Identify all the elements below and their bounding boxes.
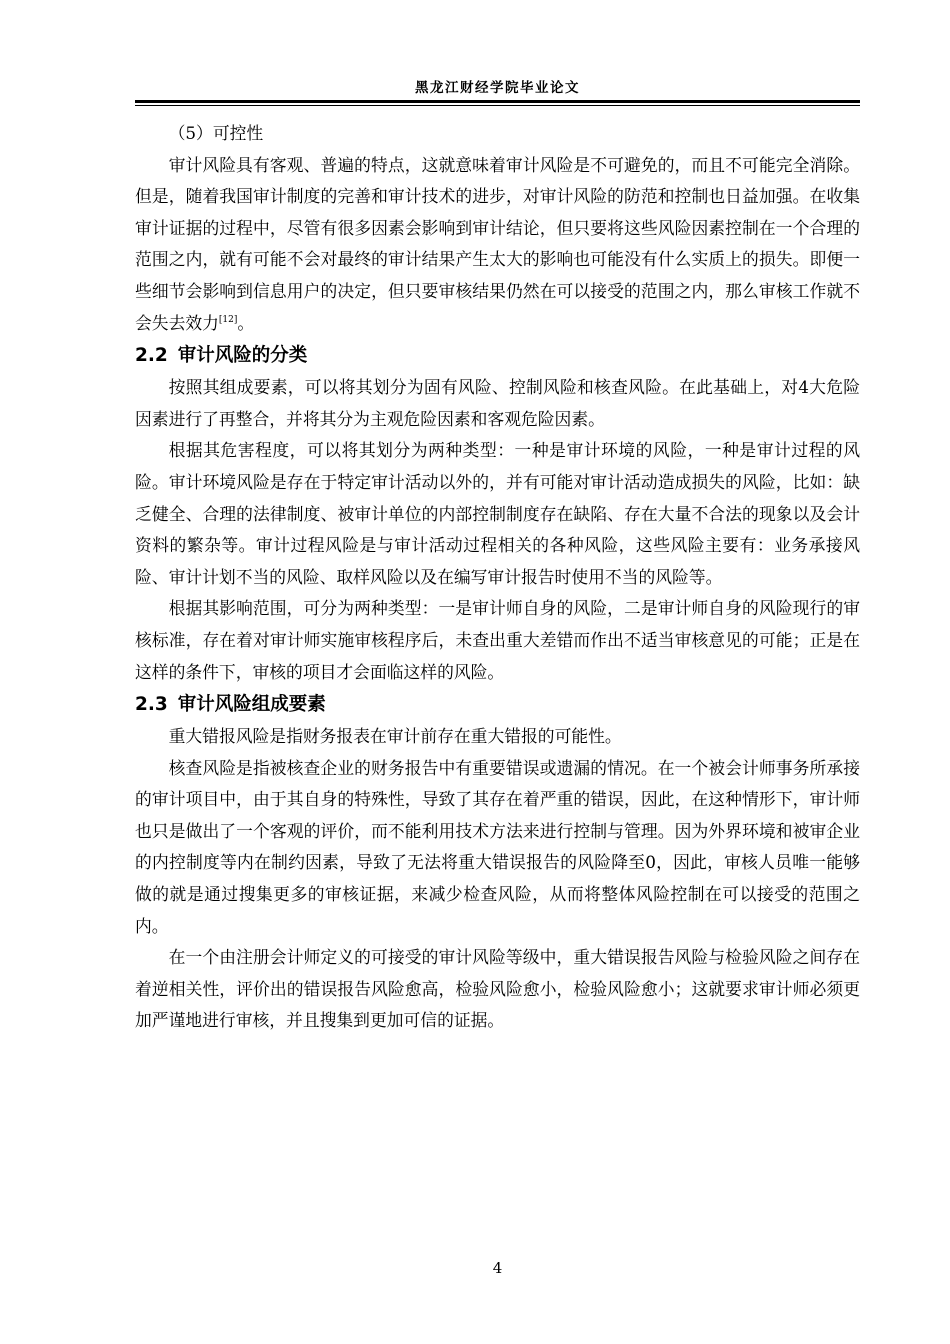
citation-marker: [12] [218,314,238,325]
paragraph-controllability-text: 审计风险具有客观、普遍的特点，这就意味着审计风险是不可避免的，而且不可能完全消除。但是，随着我国审计制度的完善和审计技术的进步，对审计风险的防范和控制也日益加强。在收集审计证据的过程中，尽管有很多因素会影响到审计结论，但只要将这些风险因素控制在一个合理的范围之内，就有可能不会对最终的审计结果产生太大的影响也可能没有什么实质上的损失。即便一些细节会影响到信息用户的决定，但只要审核结果仍然在可以接受的范围之内，那么审核工作就不会失去效力 [135,154,860,333]
page-number: 4 [492,1259,503,1277]
page-body [135,118,860,1037]
header-rule-thin [135,105,860,106]
section-number-2-3: 2.3 [135,694,168,716]
subsection-title-controllability: （5）可控性 [168,123,264,143]
section-heading-2-2 [135,339,860,372]
paragraph-2-3-3: 在一个由注册会计师定义的可接受的审计风险等级中，重大错误报告风险与检验风险之间存在着逆相关性，评价出的错误报告风险愈高，检验风险愈小，检验风险愈小；这就要求审计师必须更加严谨地进行审核，并且搜集到更加可信的证据。 [135,947,860,1031]
header-rule-thick [135,100,860,103]
running-header-title: 黑龙江财经学院毕业论文 [415,80,580,96]
paragraph-2-3-2: 核查风险是指被核查企业的财务报告中有重要错误或遗漏的情况。在一个被会计师事务所承接的审计项目中，由于其自身的特殊性，导致了其存在着严重的错误，因此，在这种情形下，审计师也只是做出了一个客观的评价，而不能利用技术方法来进行控制与管理。因为外界环境和被审企业的内控制度等内在制约因素，导致了无法将重大错误报告的风险降至0，因此，审核人员唯一能够做的就是通过搜集更多的审核证据，来减少检查风险，从而将整体风险控制在可以接受的范围之内。 [135,757,860,936]
section-title-2-2: 审计风险的分类 [177,345,308,367]
paragraph-controllability-end: 。 [237,312,255,333]
paragraph-2-3-1: 重大错报风险是指财务报表在审计前存在重大错报的可能性。 [168,726,622,747]
section-title-2-3: 审计风险组成要素 [177,694,326,716]
paragraph-2-2-2: 根据其危害程度，可以将其划分为两种类型：一种是审计环境的风险，一种是审计过程的风险。审计环境风险是存在于特定审计活动以外的，并有可能对审计活动造成损失的风险，比如：缺乏健全、合理的法律制度、被审计单位的内部控制制度存在缺陷、存在大量不合法的现象以及会计资料的繁杂等。审计过程风险是与审计活动过程相关的各种风险，这些风险主要有：业务承接风险、审计计划不当的风险、取样风险以及在编写审计报告时使用不当的风险等。 [135,440,860,587]
paragraph-2-2-1: 按照其组成要素，可以将其划分为固有风险、控制风险和核查风险。在此基础上，对4大危险因素进行了再整合，并将其分为主观危险因素和客观危险因素。 [135,377,860,429]
section-heading-2-3 [135,688,860,721]
section-number-2-2: 2.2 [135,345,168,367]
paragraph-controllability [135,150,860,340]
paragraph-2-2-3: 根据其影响范围，可分为两种类型：一是审计师自身的风险，二是审计师自身的风险现行的审核标准，存在着对审计师实施审核程序后，未查出重大差错而作出不适当审核意见的可能；正是在这样的条件下，审核的项目才会面临这样的风险。 [135,598,860,682]
